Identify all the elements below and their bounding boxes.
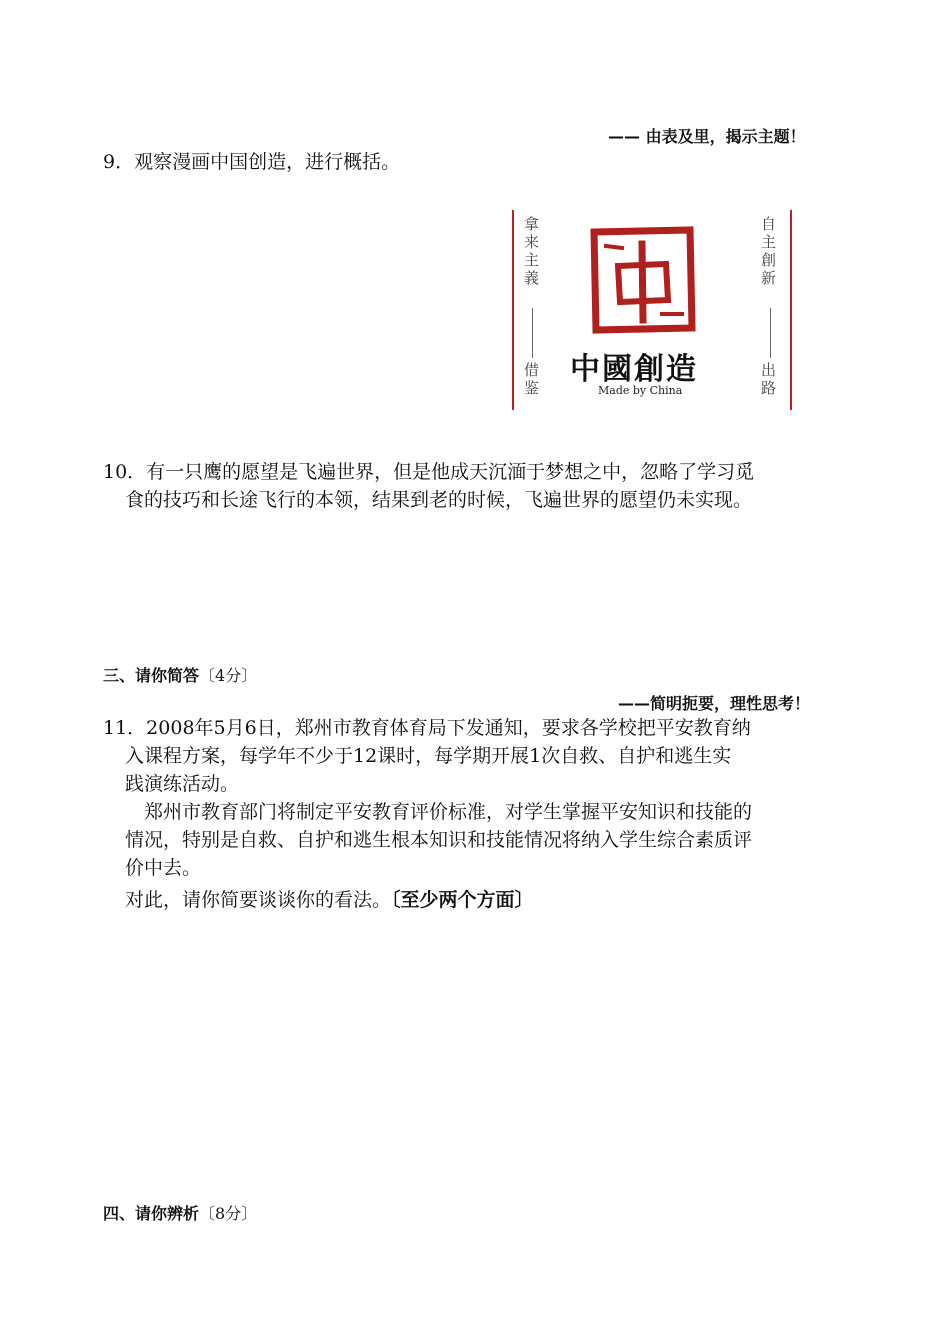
q11-line-1: 11．2008年5月6日，郑州市教育体育局下发通知，要求各学校把平安教育纳 <box>103 717 751 739</box>
q11-prompt: 对此，请你简要谈谈你的看法。 <box>125 889 392 911</box>
left-bottom-label: 借鉴 <box>522 362 540 398</box>
section-4-heading <box>103 1201 257 1224</box>
seal-icon <box>582 222 702 340</box>
left-slogan: 拿来主義 <box>522 216 540 288</box>
right-slogan: 自主創新 <box>759 216 777 288</box>
q9-motto: —— 由表及里，揭示主题！ <box>608 127 806 146</box>
q11-line-3: 践演练活动。 <box>125 773 240 795</box>
section-3-heading <box>103 663 257 686</box>
q11-note: 〔至少两个方面〕 <box>391 889 534 911</box>
q9-text: 9．观察漫画中国创造，进行概括。 <box>103 151 401 173</box>
right-bottom-label: 出路 <box>759 362 777 398</box>
china-creation-cartoon <box>512 210 792 410</box>
cartoon-caption-en: Made by China <box>598 384 683 397</box>
section-3-title: 三、请你简答 <box>103 666 200 685</box>
cartoon-caption: 中國創造 <box>570 352 698 387</box>
q10-line-2: 食的技巧和长途飞行的本领，结果到老的时候，飞遍世界的愿望仍未实现。 <box>125 489 753 511</box>
q11-line-4: 郑州市教育部门将制定平安教育评价标准，对学生掌握平安知识和技能的 <box>144 801 753 823</box>
q11-line-2: 入课程方案，每学年不少于12课时，每学期开展1次自救、自护和逃生实 <box>125 745 732 767</box>
q10-line-1: 10．有一只鹰的愿望是飞遍世界，但是他成天沉湎于梦想之中，忽略了学习觅 <box>103 461 755 483</box>
q11-line-6: 价中去。 <box>125 857 202 879</box>
q11-line-7 <box>125 886 534 914</box>
section-3-motto: ——简明扼要，理性思考！ <box>618 694 811 713</box>
q11-line-5: 情况，特别是自救、自护和逃生根本知识和技能情况将纳入学生综合素质评 <box>125 829 753 851</box>
section-3-points: 〔4分〕 <box>199 666 258 685</box>
section-4-points: 〔8分〕 <box>199 1204 258 1223</box>
section-4-title: 四、请你辨析 <box>103 1204 200 1223</box>
